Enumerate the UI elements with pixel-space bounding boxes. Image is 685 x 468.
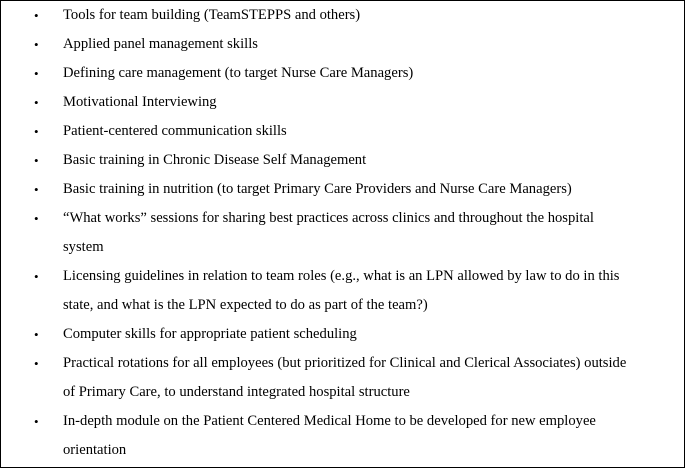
bullet-icon: • — [34, 327, 39, 342]
bullet-icon: • — [34, 124, 39, 139]
bullet-icon: • — [34, 182, 39, 197]
list-item — [1, 88, 684, 117]
list-item-text: Defining care management (to target Nurse Care Managers) — [63, 65, 414, 81]
list-item-text: Applied panel management skills — [63, 36, 258, 52]
list-item — [1, 349, 684, 407]
bullet-icon: • — [34, 66, 39, 81]
list-item — [1, 320, 684, 349]
bullet-icon: • — [34, 269, 39, 284]
list-item — [1, 407, 684, 465]
list-item-text: Licensing guidelines in relation to team roles (e.g., what is an LPN allowed by law to do in this state, and what is the LPN expected to do as part of the team?) — [63, 268, 620, 313]
bullet-icon: • — [34, 356, 39, 371]
bullet-icon: • — [34, 211, 39, 226]
list-item-text: “What works” sessions for sharing best practices across clinics and throughout the hospital system — [63, 210, 594, 255]
list-item-text: In-depth module on the Patient Centered Medical Home to be developed for new employee orientation — [63, 413, 596, 458]
list-item — [1, 1, 684, 30]
bullet-icon: • — [34, 153, 39, 168]
bullet-icon: • — [34, 414, 39, 429]
list-item — [1, 59, 684, 88]
list-item-text: Tools for team building (TeamSTEPPS and others) — [63, 7, 361, 23]
bullet-icon: • — [34, 95, 39, 110]
list-item-text: Patient-centered communication skills — [63, 123, 287, 139]
list-item-text: Practical rotations for all employees (but prioritized for Clinical and Clerical Associates) outside of Primary Care, to understand integrated hospital structure — [63, 355, 627, 400]
list-item — [1, 262, 684, 320]
list-item — [1, 175, 684, 204]
list-item-text: Motivational Interviewing — [63, 94, 217, 110]
list-item — [1, 117, 684, 146]
list-item-text: Basic training in Chronic Disease Self Management — [63, 152, 367, 168]
list-item — [1, 146, 684, 175]
bullet-icon: • — [34, 8, 39, 23]
list-item — [1, 204, 684, 262]
list-item — [1, 30, 684, 59]
training-topics-list — [1, 1, 684, 465]
list-item-text: Basic training in nutrition (to target Primary Care Providers and Nurse Care Managers) — [63, 181, 572, 197]
list-item-text: Computer skills for appropriate patient scheduling — [63, 326, 357, 342]
bullet-icon: • — [34, 37, 39, 52]
